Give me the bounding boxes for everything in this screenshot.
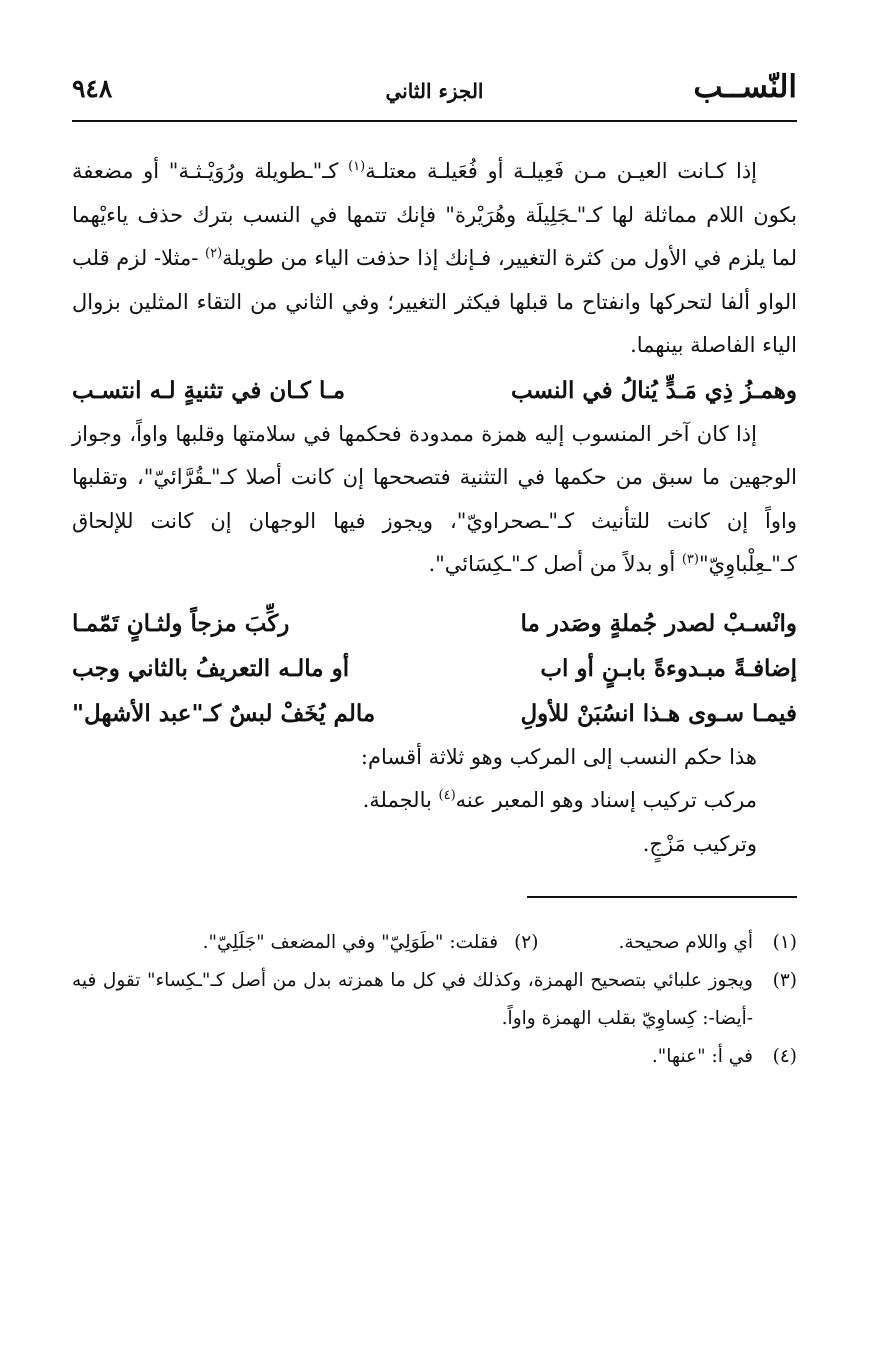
footnote-ref-4: (٤) [438, 788, 456, 803]
footnote-number: (١) [772, 932, 797, 953]
paragraph-text: -مثلا- لزم قلب الواو ألفا لتحركها وانفتاح ما قبلها فيكثر التغيير؛ وفي الثاني من التقاء المثلين بزوال الياء الفاصلة بينهما. [72, 246, 797, 357]
footnote-number: (٤) [772, 1046, 797, 1067]
footnote-number: (٣) [772, 970, 797, 991]
verse-line [72, 646, 797, 691]
paragraph-2 [72, 413, 797, 587]
verse-first-hemistich: وانْسـبْ لصدر جُملةٍ وصَدر ما [520, 609, 797, 637]
paragraph-1 [72, 150, 797, 368]
verse-line [72, 368, 797, 413]
footnotes [72, 924, 797, 1076]
page-header [72, 64, 797, 122]
part-label: الجزء الثاني [385, 79, 484, 103]
footnote-ref-3: (٣) [681, 552, 699, 567]
verse-first-hemistich: إضافـةً مبـدوءةً بابـنٍ أو اب [540, 654, 797, 682]
page-body [72, 150, 797, 1076]
verse-first-hemistich: وهمـزُ ذِي مَـدٍّ يُنالُ في النسب [510, 376, 797, 404]
verse-first-hemistich: فيمـا سـوى هـذا انسُبَنْ للأولِ [520, 699, 797, 727]
footnote-row [72, 1038, 797, 1076]
paragraph-3-line-3: وتركيب مَزْجٍ. [642, 831, 757, 856]
section-title: النّســب [693, 69, 797, 105]
footnote-text: أي واللام صحيحة. [618, 932, 753, 953]
verse-second-hemistich: مالم يُخَفْ لبسٌ كـ"عبد الأشهل" [72, 699, 376, 727]
paragraph-text: أو بدلاً من أصل كـ"ـكِسَائي". [428, 552, 682, 576]
verse-line [72, 601, 797, 646]
footnote-ref-1: (١) [348, 159, 366, 174]
paragraph-3-line-1: هذا حكم النسب إلى المركب وهو ثلاثة أقسام: [360, 744, 757, 769]
footnote-text: في أ: "عنها". [651, 1046, 753, 1067]
paragraph-3-line-2 [72, 779, 797, 823]
footnote-row [72, 962, 797, 1038]
paragraph-text: كـ"ـطويلة ورُوَيْـثـة" أو مضعفة بكون اللام مماثلة لها كـ"ـجَلِيلَة وهُرَيْرة" فإنك تتمها في النسب بترك حذف ياءيْهما لما يلزم في الأول من كثرة التغيير، فـإنك إذا حذفت الياء من طويلة [72, 159, 797, 270]
paragraph-text: إذا كان آخر المنسوب إليه همزة ممدودة فحكمها في سلامتها وقلبها واواً، وجواز الوجهين ما سبق من حكمها في التثنية فتصححها إن كانت أصلا كـ"ـقُرَّائيّ"، وتقلبها واواً إن كانت للتأنيث كـ"ـصحراويّ"، ويجوز فيها الوجهان إن كانت للإلحاق كـ"ـعِلْباوِيّ" [72, 421, 797, 576]
paragraph-text: مركب تركيب إسناد وهو المعبر عنه [455, 788, 757, 812]
verse-second-hemistich: مـا كـان في تثنيةٍ لـه انتسـب [72, 376, 346, 404]
verse-second-hemistich: أو مالـه التعريفُ بالثاني وجب [72, 654, 350, 682]
footnote-separator [527, 896, 797, 898]
footnote-row [72, 924, 797, 962]
footnote-number: (٢) [514, 932, 539, 953]
footnote-text: ويجوز علبائي بتصحيح الهمزة، وكذلك في كل ما همزته بدل من أصل كـ"ـكِساء" تقول فيه -أيضا-: كِساوِيّ بقلب الهمزة واواً. [72, 970, 753, 1029]
footnote-ref-2: (٢) [205, 246, 223, 261]
paragraph-text: إذا كـانت العيـن مـن فَعِيلـة أو فُعَيلـة معتلـة [365, 159, 757, 183]
verse-line [72, 691, 797, 736]
footnote-text: فقلت: "طَوَلِيّ" وفي المضعف "جَلَلِيّ". [202, 932, 499, 953]
page-number: ٩٤٨ [72, 74, 113, 103]
book-page [72, 64, 797, 1076]
verse-second-hemistich: ركِّبَ مزجاً ولثـانٍ تَمّمـا [72, 609, 290, 637]
paragraph-text: بالجملة. [362, 788, 439, 812]
